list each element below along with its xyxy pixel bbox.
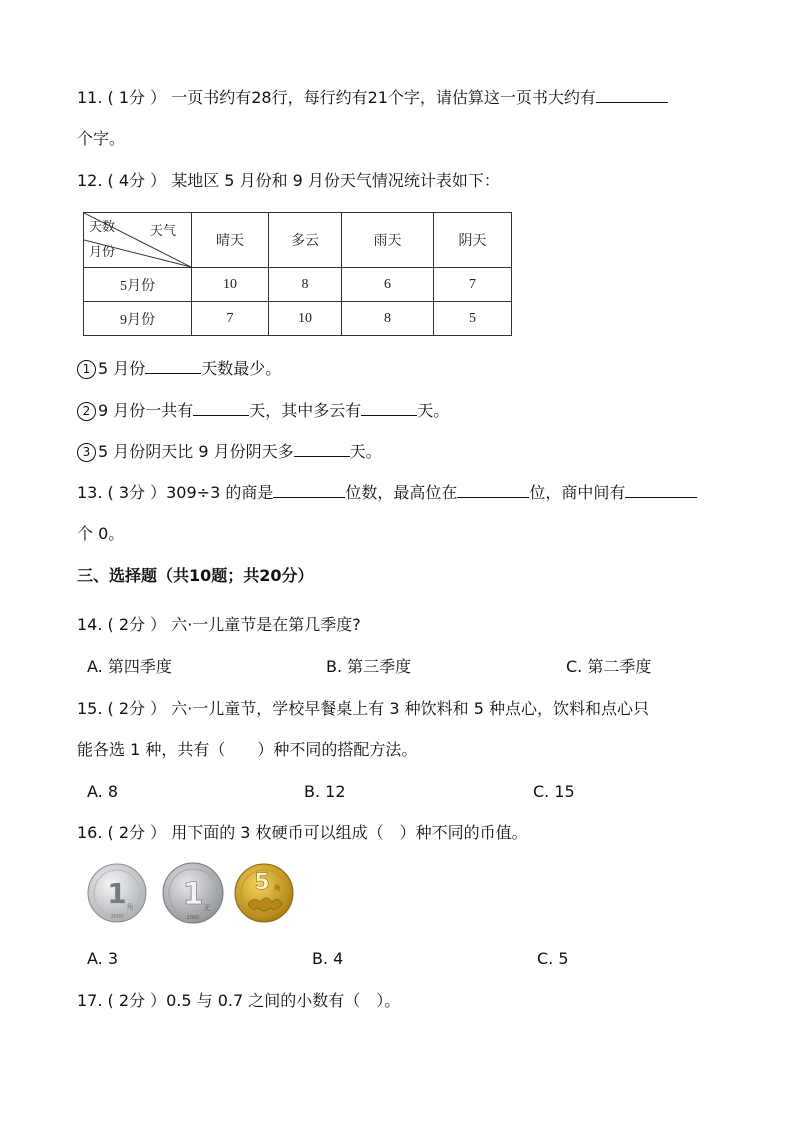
coin2-numeral: 1: [182, 877, 204, 912]
q16-option-b[interactable]: B. 4: [312, 949, 344, 968]
q13-text-b: 位数，最高位在: [345, 483, 458, 502]
cell: 10: [192, 268, 269, 302]
q12-sub3-blank[interactable]: [294, 440, 350, 457]
corner-label-days: 天数: [89, 219, 116, 234]
q13-text-c: 位，商中间有: [529, 483, 626, 502]
q15-line2: 能各选 1 种，共有（ ）种不同的搭配方法。: [77, 740, 418, 759]
q15-line1: 15. ( 2分 ） 六·一儿童节，学校早餐桌上有 3 种饮料和 5 种点心，饮料和点心只: [77, 699, 650, 718]
coin1-unit: 角: [126, 903, 134, 911]
q14-option-b[interactable]: B. 第三季度: [326, 657, 412, 676]
q12-sub2: [77, 399, 449, 422]
row-label: 9月份: [84, 302, 192, 336]
q12-stem: 12. ( 4分 ） 某地区 5 月份和 9 月份天气情况统计表如下：: [77, 171, 500, 190]
section-3-heading: 三、选择题（共10题；共20分）: [77, 566, 314, 585]
header-cloudy: 多云: [269, 213, 342, 268]
q12-sub1-text-a: 5 月份: [98, 359, 146, 378]
header-overcast: 阴天: [434, 213, 512, 268]
q11-line1: [77, 86, 668, 109]
row-label: 5月份: [84, 268, 192, 302]
circled-number: 1: [77, 360, 96, 379]
q12-sub2-text-b: 天，其中多云有: [249, 401, 362, 420]
q13-blank3[interactable]: [625, 481, 697, 498]
table-row: [84, 302, 512, 336]
circled-number: 3: [77, 443, 96, 462]
q13-line1: [77, 481, 697, 504]
q14-option-a[interactable]: A. 第四季度: [87, 657, 172, 676]
cell: 5: [434, 302, 512, 336]
q13-text-a: 13. ( 3分 ）309÷3 的商是: [77, 483, 274, 502]
q13-line2: 个 0。: [77, 524, 125, 543]
q14-option-c[interactable]: C. 第二季度: [566, 657, 652, 676]
q12-sub1-text-b: 天数最少。: [201, 359, 282, 378]
q15-option-a[interactable]: A. 8: [87, 782, 119, 801]
coin2-year: 2000: [186, 915, 200, 921]
coin3-unit: 角: [273, 884, 281, 892]
coin-1-jiao-icon: [88, 864, 146, 922]
cell: 8: [269, 268, 342, 302]
q15-option-b[interactable]: B. 12: [304, 782, 346, 801]
q16-stem: 16. ( 2分 ） 用下面的 3 枚硬币可以组成（ ）种不同的币值。: [77, 823, 528, 842]
q12-sub1: [77, 357, 281, 380]
coin2-unit: 元: [203, 904, 211, 912]
q17-stem: 17. ( 2分 ）0.5 与 0.7 之间的小数有（ ）。: [77, 991, 401, 1010]
weather-table: [83, 212, 512, 336]
coin-1-yuan-icon: [163, 863, 223, 923]
q12-sub1-blank[interactable]: [145, 357, 201, 374]
cell: 7: [434, 268, 512, 302]
cell: 8: [342, 302, 434, 336]
q11-line2: 个字。: [77, 129, 126, 148]
q12-sub2-text-c: 天。: [417, 401, 450, 420]
q14-stem: 14. ( 2分 ） 六·一儿童节是在第几季度?: [77, 615, 361, 634]
header-sunny: 晴天: [192, 213, 269, 268]
q11-stem: 11. ( 1分 ） 一页书约有28行，每行约有21个字，请估算这一页书大约有: [77, 88, 596, 107]
cell: 6: [342, 268, 434, 302]
corner-label-weather: 天气: [150, 223, 177, 238]
coin-5-jiao-icon: [235, 864, 293, 922]
coin3-numeral: 5: [254, 870, 270, 895]
header-rainy: 雨天: [342, 213, 434, 268]
corner-label-month: 月份: [89, 244, 116, 259]
q12-sub2-text-a: 9 月份一共有: [98, 401, 194, 420]
coin1-numeral: 1: [107, 877, 127, 910]
q13-blank1[interactable]: [273, 481, 345, 498]
q16-option-c[interactable]: C. 5: [537, 949, 569, 968]
table-corner-cell: [84, 213, 192, 268]
q15-option-c[interactable]: C. 15: [533, 782, 575, 801]
q12-sub3-text-b: 天。: [349, 442, 382, 461]
coin1-year: 2000: [110, 914, 124, 920]
q13-blank2[interactable]: [457, 481, 529, 498]
circled-number: 2: [77, 402, 96, 421]
q16-option-a[interactable]: A. 3: [87, 949, 119, 968]
q12-sub2-blank2[interactable]: [361, 399, 417, 416]
q12-sub3-text-a: 5 月份阴天比 9 月份阴天多: [98, 442, 294, 461]
table-row: [84, 268, 512, 302]
cell: 7: [192, 302, 269, 336]
cell: 10: [269, 302, 342, 336]
q11-answer-blank[interactable]: [596, 86, 668, 103]
q12-sub3: [77, 440, 382, 463]
coins-image: [86, 862, 301, 924]
q12-sub2-blank1[interactable]: [193, 399, 249, 416]
